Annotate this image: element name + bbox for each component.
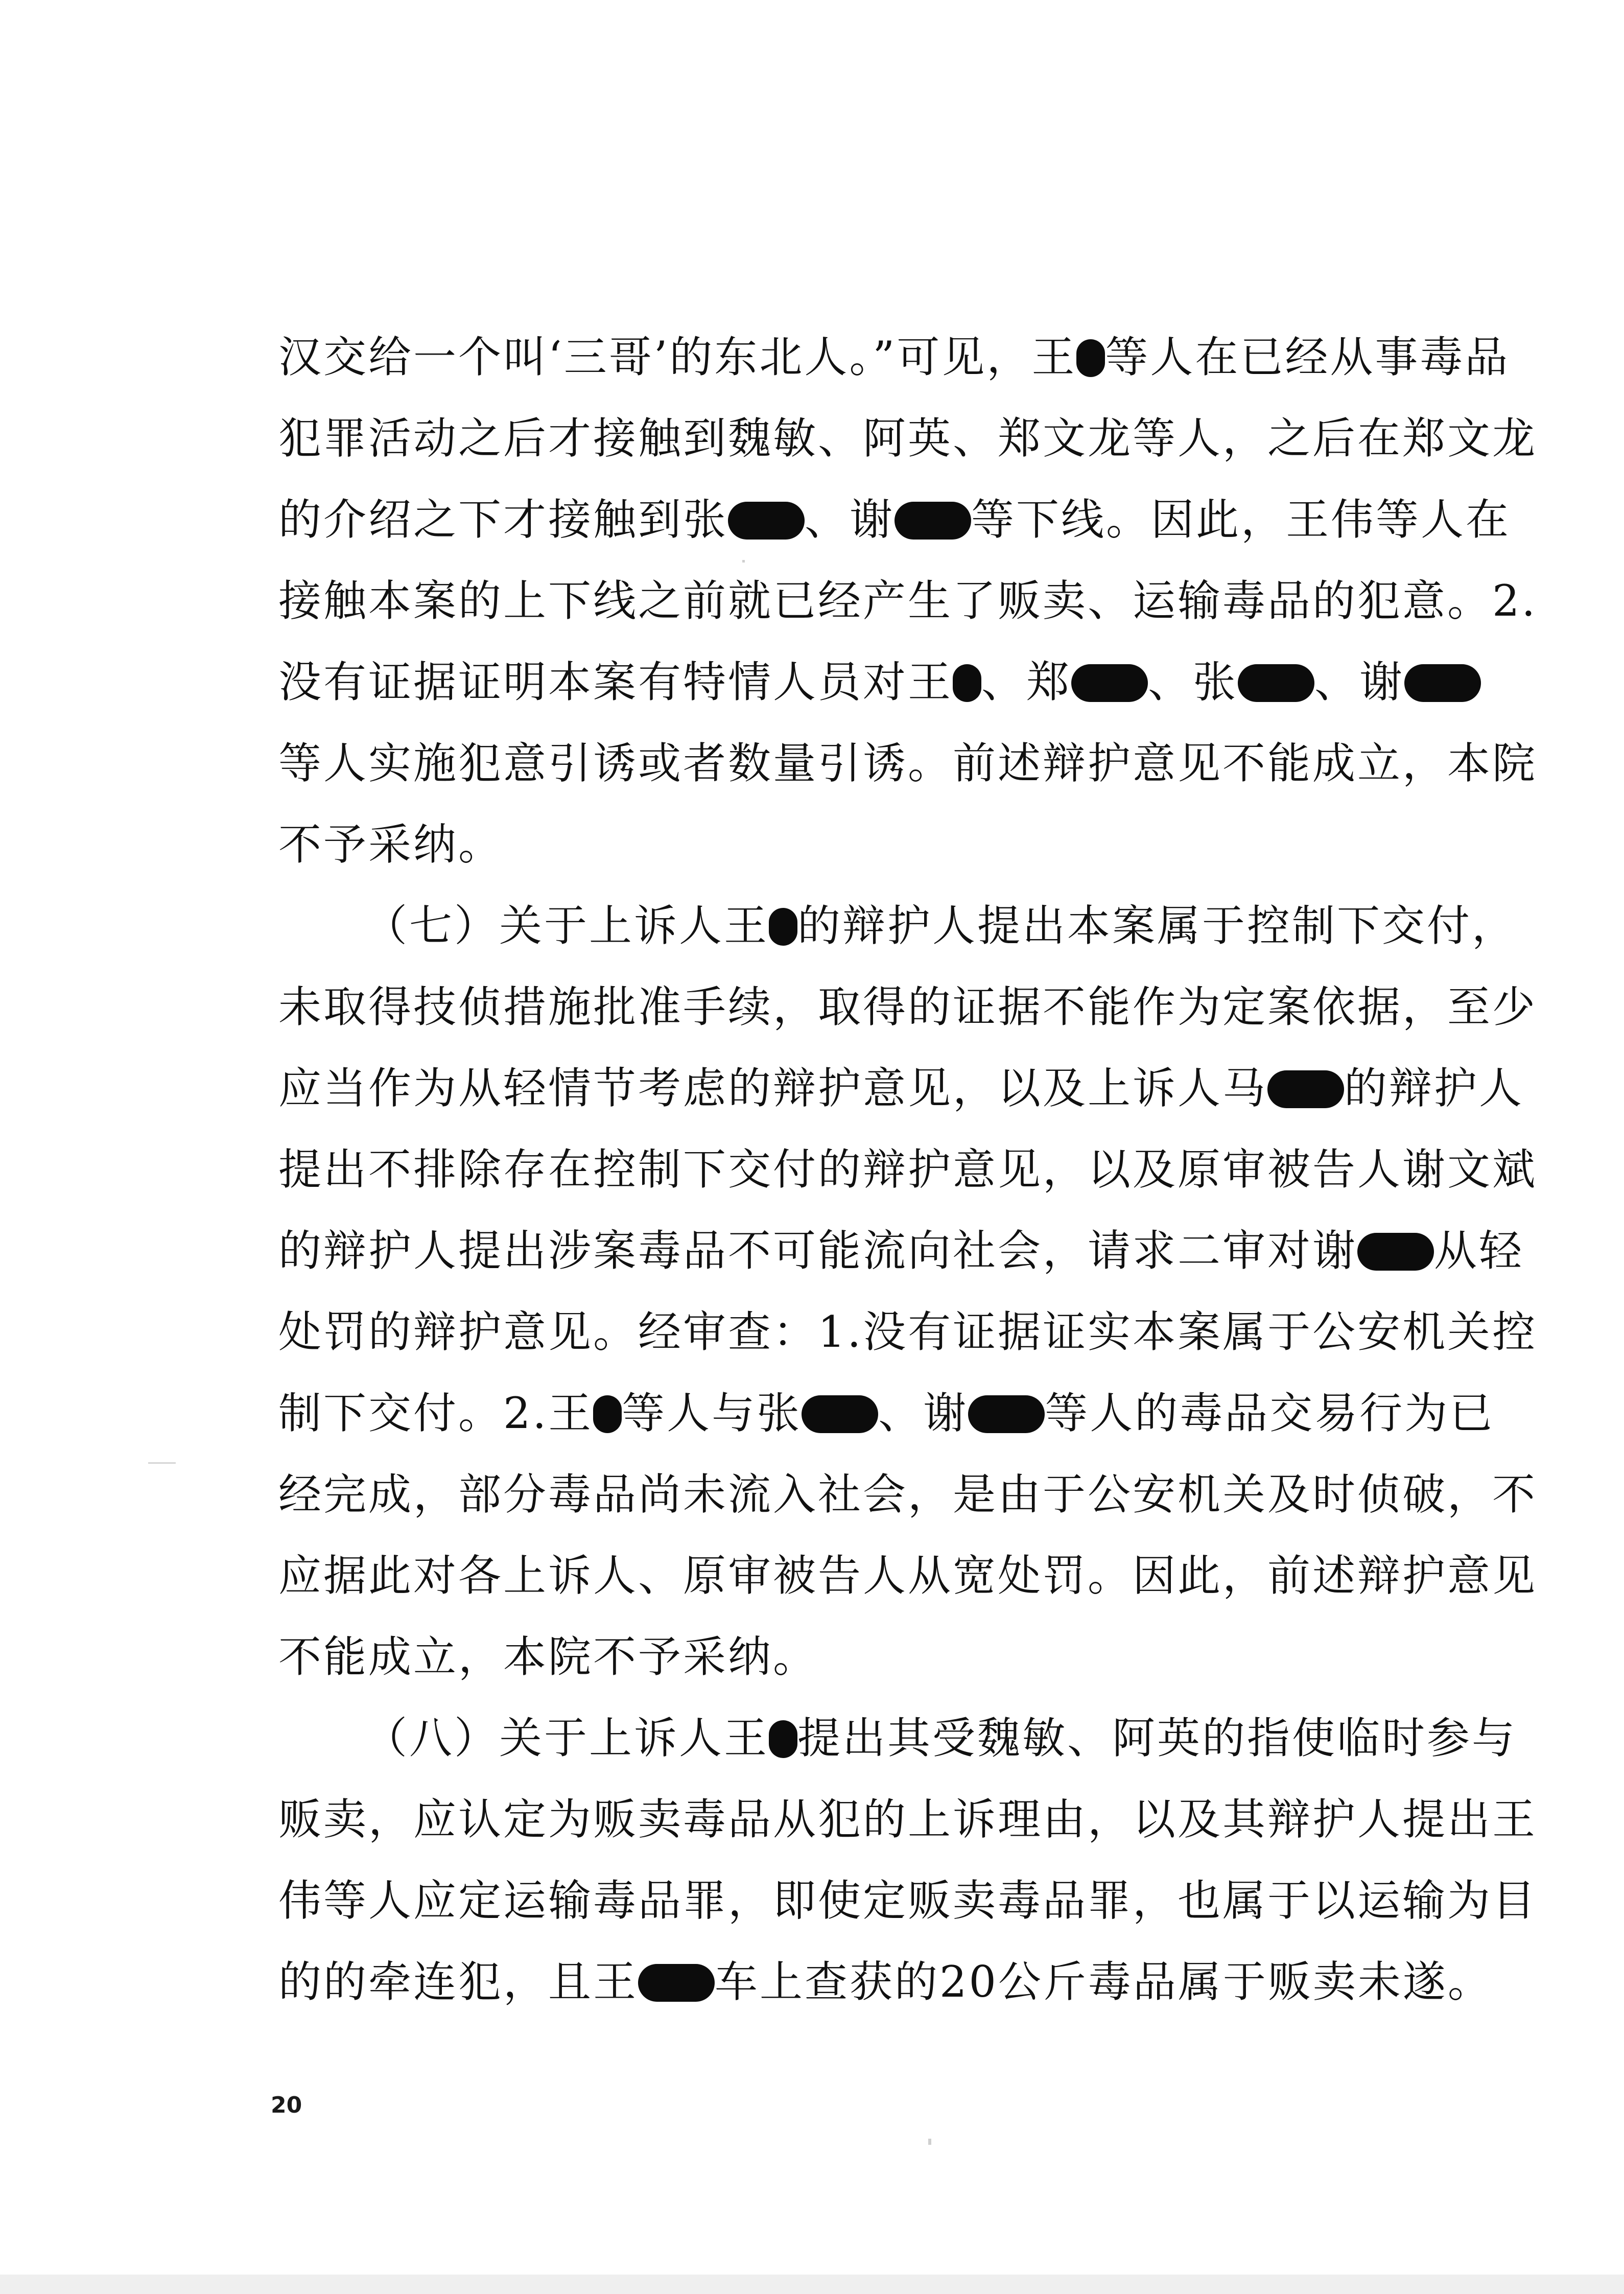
redaction-mark bbox=[802, 1395, 878, 1433]
text-segment: 应当作为从轻情节考虑的辩护意见，以及上诉人马 bbox=[278, 1063, 1268, 1113]
text-line bbox=[278, 479, 1511, 560]
text-segment: 应据此对各上诉人、原审被告人从宽处罚。因此，前述辩护意见 bbox=[278, 1551, 1538, 1601]
text-segment: 提出其受魏敏、阿英的指使临时参与 bbox=[797, 1713, 1517, 1763]
page-number: 20 bbox=[271, 2092, 302, 2118]
text-segment: 从轻 bbox=[1434, 1226, 1524, 1276]
text-segment: 的介绍之下才接触到张 bbox=[278, 495, 728, 545]
text-segment: 等人与张 bbox=[622, 1388, 802, 1438]
text-segment: （八）关于上诉人王 bbox=[364, 1713, 769, 1763]
scan-margin-mark bbox=[148, 1462, 176, 1464]
text-segment: 的的牵连犯，且王 bbox=[278, 1957, 639, 2007]
text-segment: 提出不排除存在控制下交付的辩护意见，以及原审被告人谢文斌 bbox=[278, 1144, 1538, 1195]
redaction-mark bbox=[728, 502, 805, 540]
text-line bbox=[278, 642, 1484, 723]
text-segment: 的辩护人提出本案属于控制下交付， bbox=[797, 901, 1517, 951]
scan-bottom-edge bbox=[0, 2275, 1624, 2294]
text-segment: 伟等人应定运输毒品罪，即使定贩卖毒品罪，也属于以运输为目 bbox=[278, 1876, 1538, 1926]
text-segment: 的辩护人 bbox=[1344, 1063, 1524, 1113]
text-line bbox=[278, 1292, 1538, 1373]
text-segment: 、谢 bbox=[878, 1388, 969, 1438]
text-line bbox=[278, 1210, 1524, 1292]
redaction-mark bbox=[968, 1395, 1045, 1433]
text-segment: 贩卖，应认定为贩卖毒品从犯的上诉理由，以及其辩护人提出王 bbox=[278, 1794, 1538, 1844]
text-line bbox=[278, 1535, 1538, 1617]
text-segment: 、郑 bbox=[981, 657, 1072, 707]
text-line bbox=[278, 1617, 1484, 1698]
text-line bbox=[278, 1941, 1493, 2023]
text-line bbox=[278, 1373, 1495, 1454]
text-segment: 未取得技侦措施批准手续，取得的证据不能作为定案依据，至少 bbox=[278, 982, 1538, 1032]
text-line bbox=[278, 398, 1538, 479]
redaction-mark bbox=[895, 502, 971, 540]
redaction-mark bbox=[953, 664, 981, 702]
text-segment: 没有证据证明本案有特情人员对王 bbox=[278, 657, 953, 707]
text-segment: 等人在已经从事毒品 bbox=[1105, 332, 1510, 382]
text-line bbox=[278, 1454, 1538, 1535]
redaction-mark bbox=[638, 1964, 715, 2002]
text-segment: 等人的毒品交易行为已 bbox=[1045, 1388, 1495, 1438]
text-line bbox=[278, 804, 1484, 885]
text-line bbox=[278, 1129, 1538, 1210]
text-segment: 处罚的辩护意见。经审查：1.没有证据证实本案属于公安机关控 bbox=[278, 1307, 1538, 1357]
redaction-mark bbox=[593, 1395, 622, 1433]
text-line bbox=[278, 317, 1510, 398]
redaction-mark bbox=[1238, 664, 1314, 702]
redaction-mark bbox=[1404, 664, 1481, 702]
text-segment: 等下线。因此，王伟等人在 bbox=[971, 495, 1511, 545]
scan-speck bbox=[742, 560, 745, 563]
text-segment: 经完成，部分毒品尚未流入社会，是由于公安机关及时侦破，不 bbox=[278, 1469, 1538, 1519]
text-line bbox=[278, 1860, 1538, 1941]
text-line bbox=[278, 1698, 1517, 1779]
text-line bbox=[278, 1048, 1524, 1129]
text-segment: 制下交付。2.王 bbox=[278, 1388, 594, 1438]
text-segment: 、谢 bbox=[805, 495, 895, 545]
text-segment: 等人实施犯意引诱或者数量引诱。前述辩护意见不能成立，本院 bbox=[278, 738, 1538, 788]
text-segment: 、谢 bbox=[1314, 657, 1405, 707]
text-segment: 不能成立，本院不予采纳。 bbox=[278, 1632, 818, 1682]
redaction-mark bbox=[769, 908, 797, 946]
text-segment: 犯罪活动之后才接触到魏敏、阿英、郑文龙等人，之后在郑文龙 bbox=[278, 413, 1538, 463]
scan-speck bbox=[928, 2139, 931, 2145]
text-segment: 汉交给一个叫‘三哥’的东北人。”可见，王 bbox=[278, 332, 1077, 382]
text-line bbox=[278, 723, 1538, 804]
redaction-mark bbox=[1071, 664, 1148, 702]
text-segment: 、张 bbox=[1148, 657, 1238, 707]
text-line bbox=[278, 967, 1538, 1048]
redaction-mark bbox=[769, 1720, 797, 1758]
text-line bbox=[278, 560, 1538, 642]
text-segment: 不予采纳。 bbox=[278, 820, 504, 870]
redaction-mark bbox=[1076, 339, 1105, 377]
text-line bbox=[278, 1779, 1538, 1860]
body-text bbox=[278, 317, 1538, 2023]
text-segment: （七）关于上诉人王 bbox=[364, 901, 769, 951]
text-segment: 车上查获的20公斤毒品属于贩卖未遂。 bbox=[715, 1957, 1493, 2007]
redaction-mark bbox=[1357, 1233, 1434, 1271]
text-segment: 的辩护人提出涉案毒品不可能流向社会，请求二审对谢 bbox=[278, 1226, 1358, 1276]
text-line bbox=[278, 885, 1517, 967]
redaction-mark bbox=[1267, 1070, 1344, 1108]
text-segment: 接触本案的上下线之前就已经产生了贩卖、运输毒品的犯意。2. bbox=[278, 576, 1538, 626]
